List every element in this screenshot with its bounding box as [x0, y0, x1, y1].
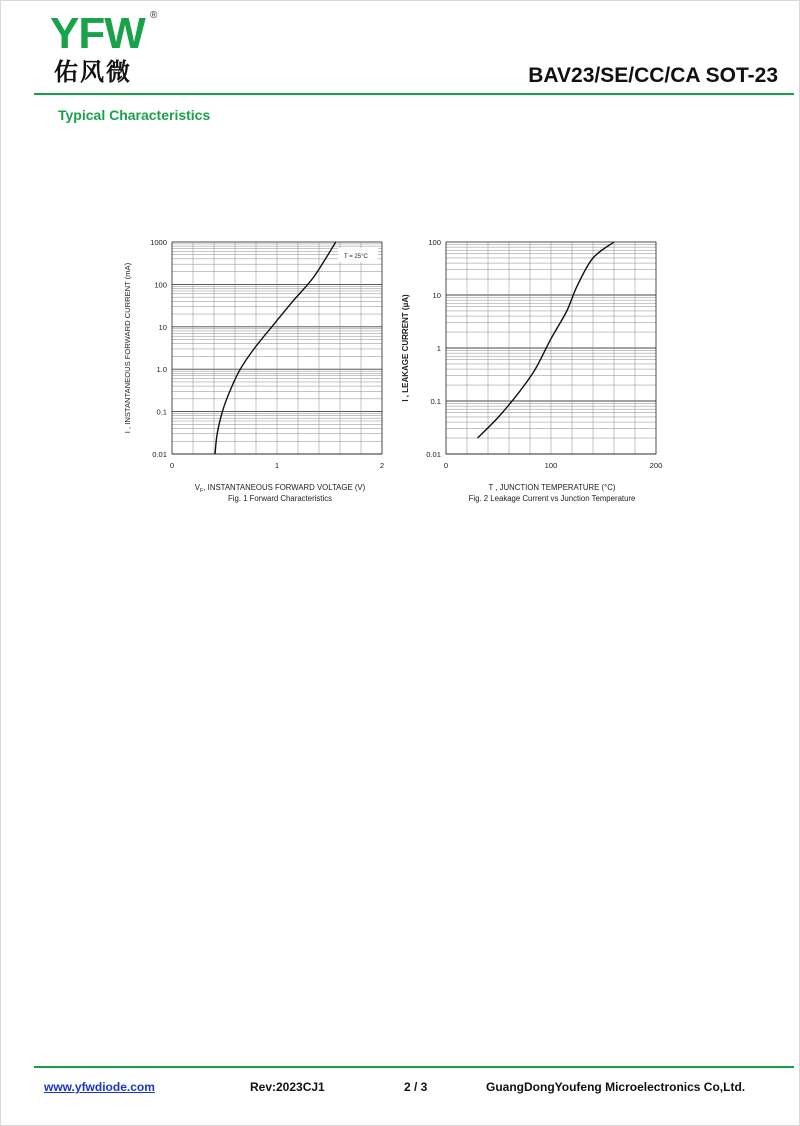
chart1-xlabel: $V_F$, INSTANTANEOUS FORWARD VOLTAGE (V) [194, 483, 366, 494]
chart1-xtick-label: 0 [169, 461, 175, 470]
chart2-ytick-label: 0.01 [426, 450, 441, 459]
footer-divider [34, 1066, 794, 1068]
chart1-ylabel: I , INSTANTANEOUS FORWARD CURRENT (mA) [123, 262, 132, 434]
chart2-caption: Fig. 2 Leakage Current vs Junction Temperature [468, 494, 636, 503]
chart2-xlabel: T , JUNCTION TEMPERATURE (°C) [488, 483, 616, 492]
chart1-ytick-label: 1.0 [156, 365, 167, 375]
footer-revision: Rev:2023CJ1 [250, 1080, 325, 1094]
chart1-yticks [150, 238, 167, 459]
chart1-grid [172, 242, 382, 454]
chart1-ytick-label: 100 [154, 280, 167, 290]
chart2-xticks [444, 461, 662, 470]
chart1-xtick-label: 2 [379, 461, 385, 470]
chart1-series-line [215, 242, 336, 454]
chart2-xtick-label: 200 [649, 461, 663, 470]
chart2-ylabel: I , LEAKAGE CURRENT (µA) [401, 294, 410, 402]
footer-website-link[interactable]: www.yfwdiode.com [44, 1080, 155, 1094]
chart1-ytick-label: 0.1 [156, 407, 167, 417]
chart2-grid [446, 242, 656, 454]
chart2-xtick-label: 100 [544, 461, 558, 470]
chart2-ytick-label: 10 [432, 291, 441, 300]
chart2-ytick-label: 100 [428, 238, 441, 247]
header-divider [34, 93, 794, 95]
section-title: Typical Characteristics [58, 107, 211, 123]
footer-page-number: 2 / 3 [404, 1080, 428, 1094]
chart2-ytick-label: 1 [436, 344, 441, 353]
chart2-series-line [478, 242, 615, 438]
chart1-caption: Fig. 1 Forward Characteristics [228, 494, 332, 503]
logo-text: YFW [50, 9, 145, 58]
footer-company-name: GuangDongYoufeng Microelectronics Co,Ltd. [486, 1080, 746, 1094]
chart1-ytick-label: 1000 [150, 238, 167, 247]
chart2-xtick-label: 0 [443, 461, 449, 470]
leakage-current-chart [392, 232, 672, 512]
company-logo [50, 9, 160, 90]
forward-characteristics-chart [112, 232, 402, 512]
document-title: BAV23/SE/CC/CA SOT-23 [528, 64, 778, 87]
chart2-ytick-label: 0.1 [430, 397, 441, 406]
registered-mark: ® [150, 10, 158, 21]
chart1-ytick-label: 0.01 [152, 450, 167, 459]
logo-chinese-name: 佑风微 [54, 58, 132, 86]
chart2-yticks [426, 238, 441, 459]
chart1-xtick-label: 1 [274, 461, 280, 470]
chart1-ytick-label: 10 [158, 322, 167, 332]
chart1-annotation: T = 25°C [344, 254, 368, 260]
chart1-xticks [170, 461, 384, 470]
